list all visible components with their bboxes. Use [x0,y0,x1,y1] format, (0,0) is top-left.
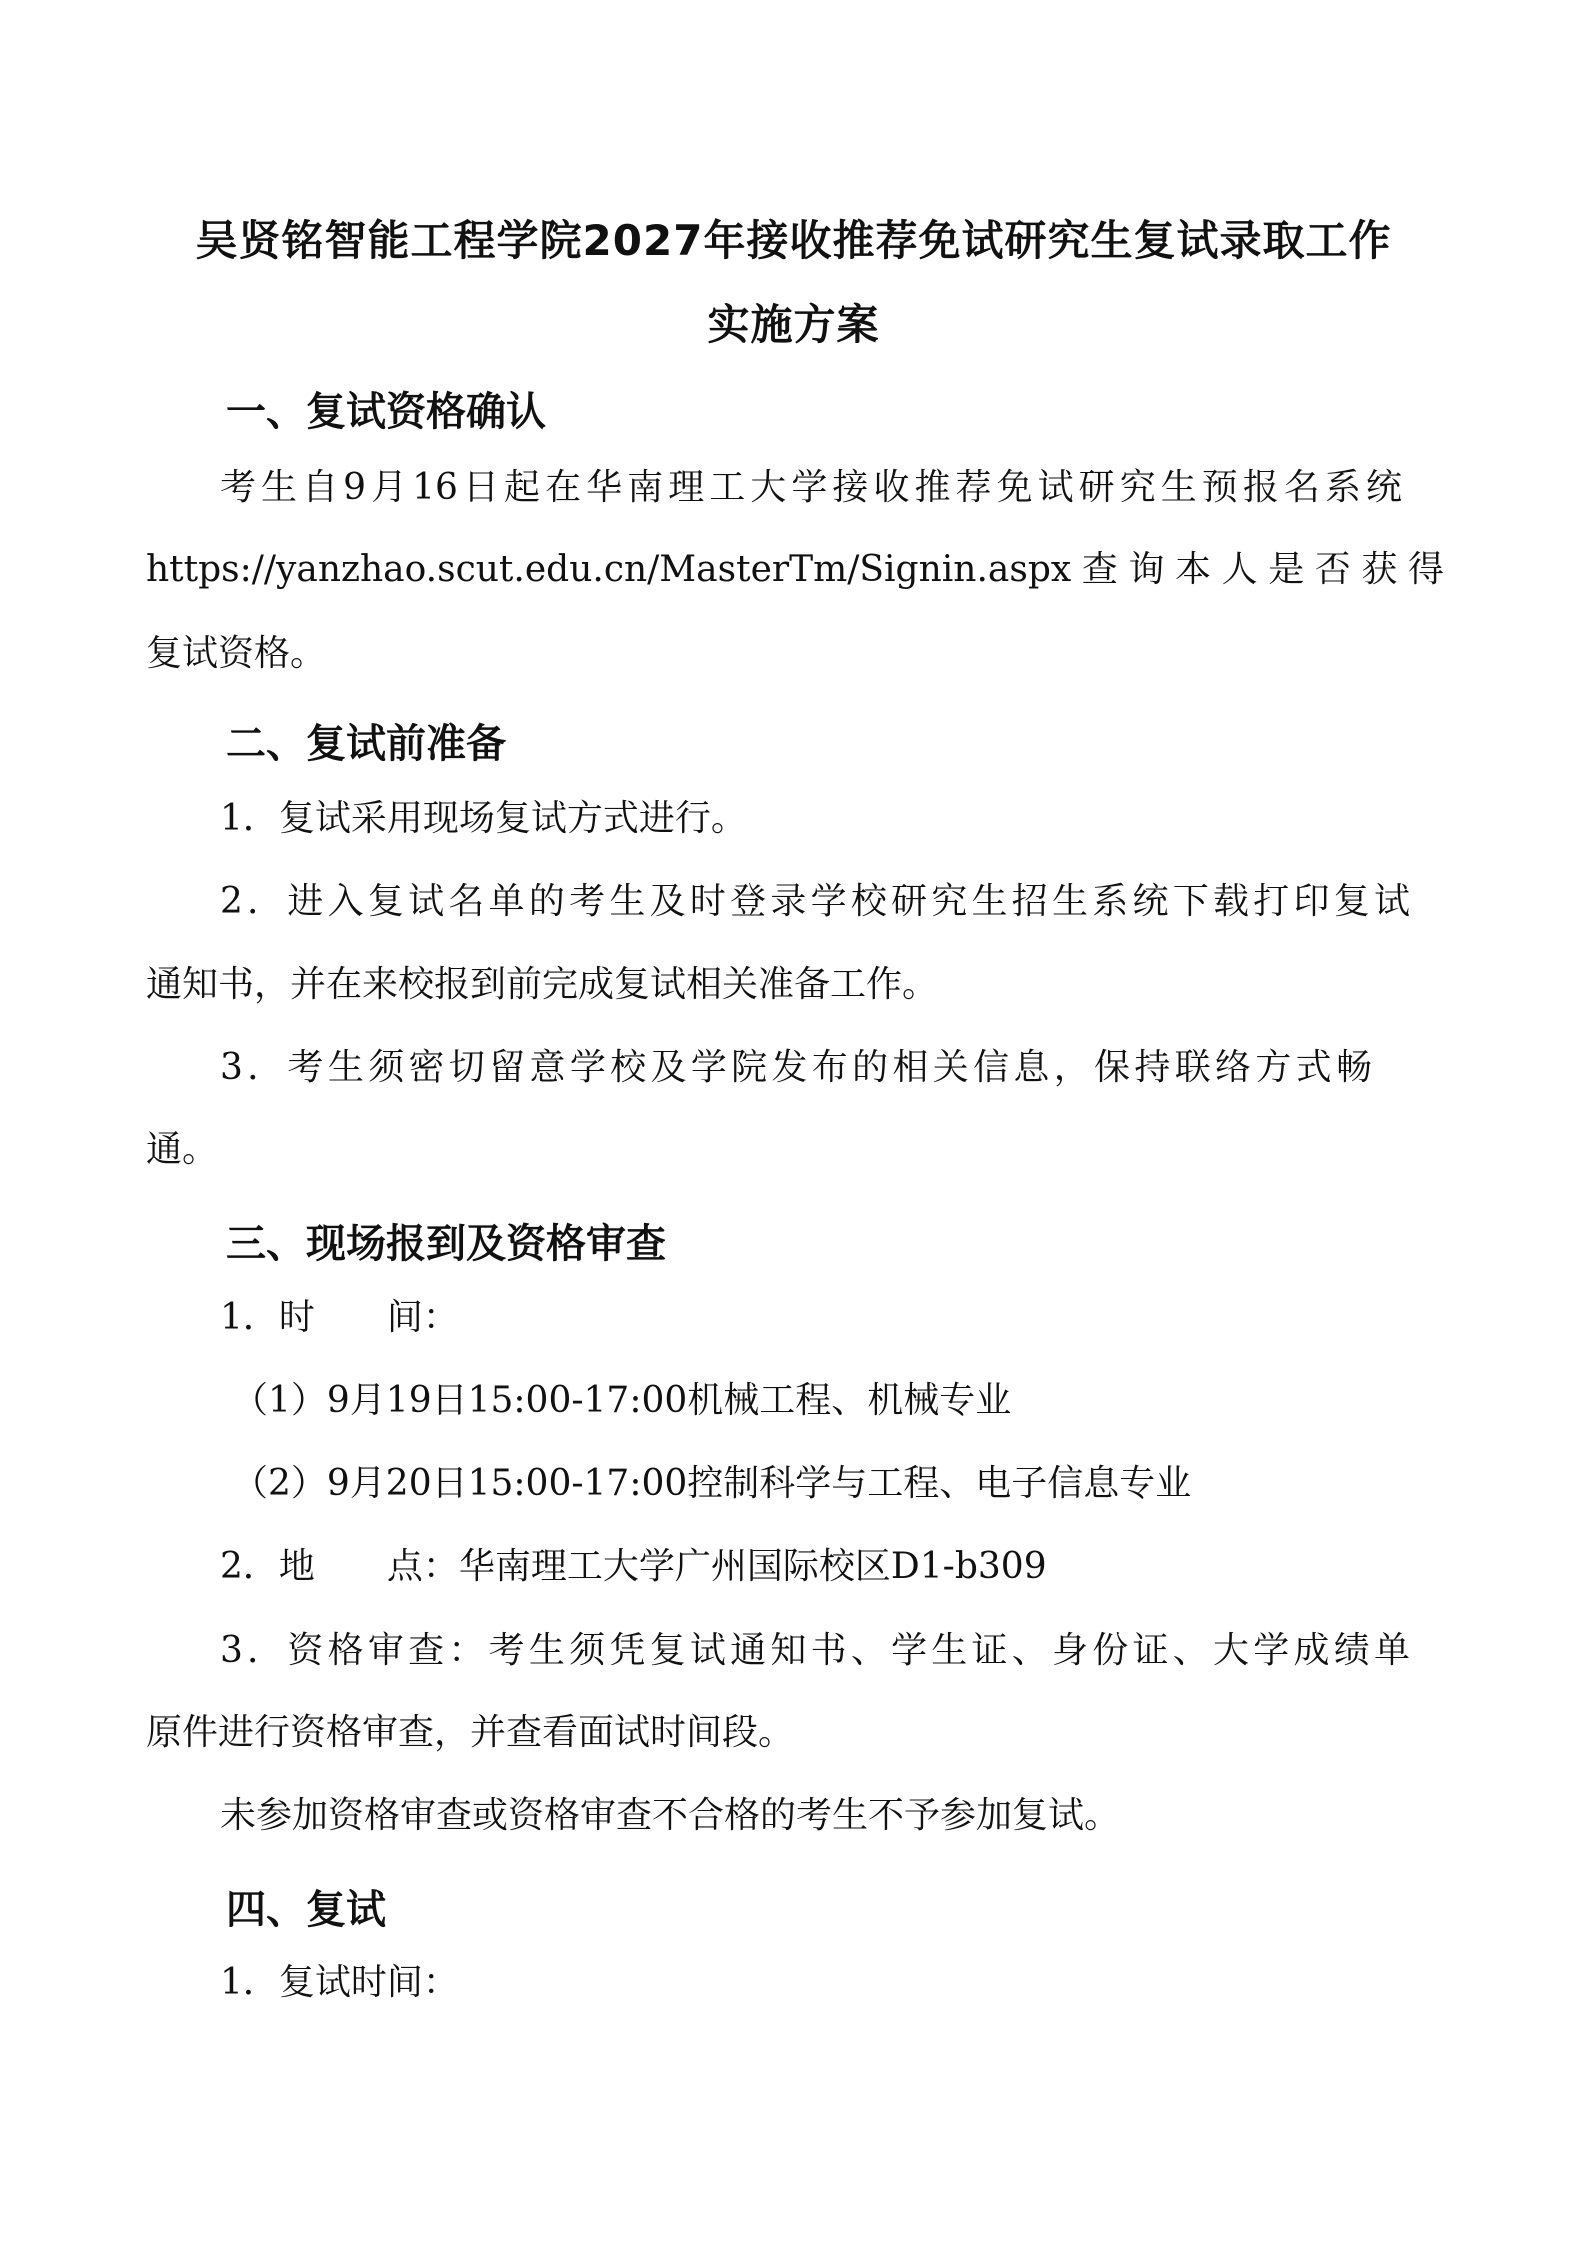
section-3-line-7: 未参加资格审查或资格审查不合格的考生不予参加复试。 [220,1795,1121,1836]
section-2-line-1: 1．复试采用现场复试方式进行。 [220,798,747,839]
section-3-line-3: （2）9月20日15:00-17:00控制科学与工程、电子信息专业 [232,1463,1192,1504]
document-title-line-1: 吴贤铭智能工程学院2027年接收推荐免试研究生复试录取工作 [195,216,1392,265]
section-4-line-1: 1．复试时间： [220,1962,459,2003]
section-3-line-4: 2．地 点：华南理工大学广州国际校区D1-b309 [220,1546,1047,1587]
section-3-line-6: 原件进行资格审查，并查看面试时间段。 [146,1712,795,1753]
section-3-line-1: 1．时 间： [220,1297,459,1338]
section-2-line-3: 通知书，并在来校报到前完成复试相关准备工作。 [146,964,939,1005]
section-1-line-3: 复试资格。 [146,633,327,674]
section-3-line-2: （1）9月19日15:00-17:00机械工程、机械专业 [232,1380,1012,1421]
section-heading-2: 二、复试前准备 [226,721,506,767]
section-heading-4: 四、复试 [226,1887,386,1933]
section-2-line-2: 2．进入复试名单的考生及时登录学校研究生招生系统下载打印复试 [220,881,1410,922]
section-1-line-1: 考生自9月16日起在华南理工大学接收推荐免试研究生预报名系统 [220,467,1402,508]
section-heading-3: 三、现场报到及资格审查 [226,1221,666,1267]
section-2-line-5: 通。 [146,1129,219,1170]
section-heading-1: 一、复试资格确认 [226,389,546,435]
document-title-line-2: 实施方案 [707,300,880,349]
section-3-line-5: 3．资格审查：考生须凭复试通知书、学生证、身份证、大学成绩单 [220,1630,1410,1671]
section-1-line-2: https://yanzhao.scut.edu.cn/MasterTm/Signin.aspx查询本人是否获得 [146,549,1444,590]
section-2-line-4: 3．考生须密切留意学校及学院发布的相关信息，保持联络方式畅 [220,1047,1372,1088]
